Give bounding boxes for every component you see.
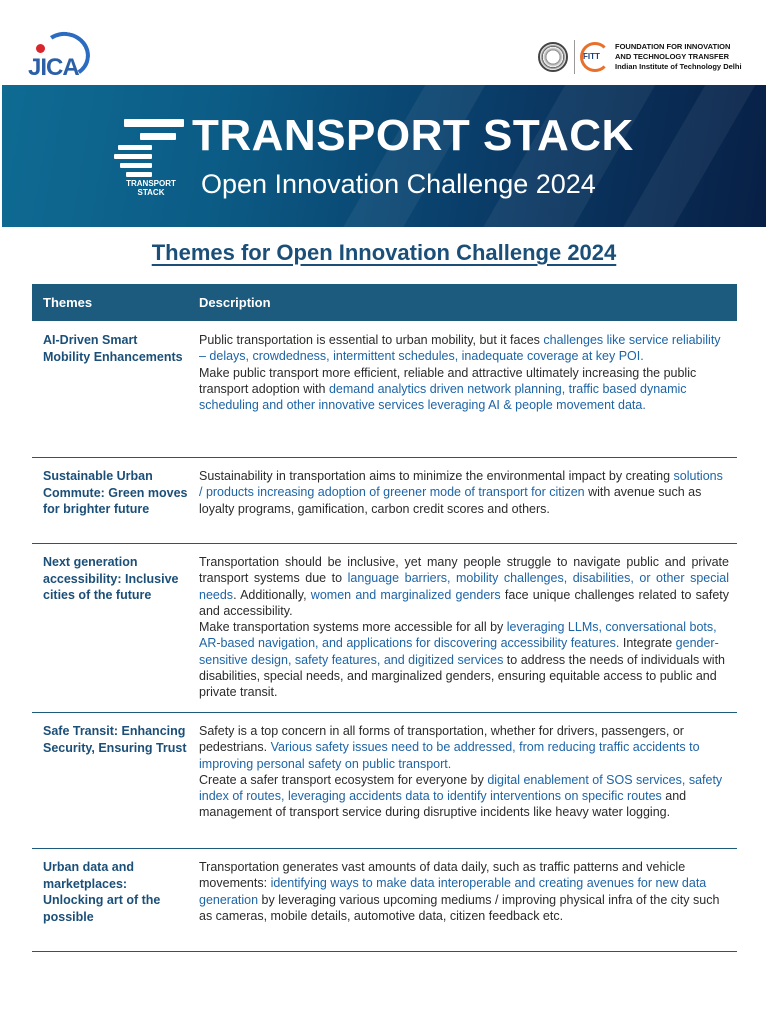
table-row xyxy=(32,713,737,849)
description-highlight: solutions / products increasing adoption of greener mode of transport for citizen xyxy=(199,469,723,500)
column-header-themes: Themes xyxy=(43,295,93,310)
theme-description xyxy=(199,723,729,821)
logo-divider xyxy=(574,40,575,74)
description-text: and management of transport service during disruptive incidents like heavy water logging. xyxy=(199,789,687,820)
banner-title: TRANSPORT STACK xyxy=(192,111,634,160)
description-highlight: Various safety issues need to be addressed, from reducing traffic accidents to improving personal safety on public transport. xyxy=(199,740,700,771)
theme-description xyxy=(199,332,729,413)
description-text: Transportation generates vast amounts of data daily, such as traffic patterns and vehicle movements: xyxy=(199,860,686,891)
description-highlight: gender-sensitive design, safety features, and digitized services xyxy=(199,636,719,667)
theme-name: AI-Driven Smart Mobility Enhancements xyxy=(43,333,183,364)
table-row xyxy=(32,458,737,544)
iit-delhi-seal-icon xyxy=(538,42,568,72)
jica-logo xyxy=(24,32,94,82)
description-text: with avenue such as loyalty programs, gamification, carbon credit scores and others. xyxy=(199,485,702,516)
description-text: Sustainability in transportation aims to minimize the environmental impact by creating xyxy=(199,469,674,483)
description-highlight: demand analytics driven network planning, traffic based dynamic scheduling and other innovative services leveraging AI & people movement data. xyxy=(199,381,687,413)
description-text: Public transportation is essential to urban mobility, but it faces xyxy=(199,333,544,347)
description-text: Make transportation systems more accessible for all by xyxy=(199,620,507,635)
description-highlight: women and marginalized genders xyxy=(310,587,501,602)
description-text: Make public transport more efficient, reliable and attractive ultimately increasing the public transport adoption with xyxy=(199,365,697,396)
description-highlight: challenges like service reliability – delays, crowdedness, intermittent schedules, inadequate coverage at key POI. xyxy=(199,333,721,364)
theme-name: Urban data and marketplaces: Unlocking art of the possible xyxy=(43,860,161,924)
theme-name: Next generation accessibility: Inclusive cities of the future xyxy=(43,555,179,602)
fitt-name-line1: FOUNDATION FOR INNOVATION xyxy=(615,42,731,51)
document-title: Themes for Open Innovation Challenge 2024 xyxy=(151,240,617,265)
table-row xyxy=(32,849,737,952)
theme-description xyxy=(199,554,729,701)
transport-stack-logo-icon xyxy=(114,119,186,181)
description-text: Create a safer transport ecosystem for everyone by xyxy=(199,772,488,787)
transport-stack-logo-label xyxy=(116,179,186,197)
description-text: face unique challenges related to safety and accessibility. xyxy=(199,587,729,618)
fitt-name xyxy=(615,42,742,72)
themes-table xyxy=(32,284,737,952)
logo-label-line1: TRANSPORT xyxy=(126,179,176,188)
table-row xyxy=(32,544,737,713)
table-row xyxy=(32,321,737,458)
description-text: Transportation should be inclusive, yet many people struggle to navigate public and private transport systems due to xyxy=(199,555,729,586)
theme-name: Safe Transit: Enhancing Security, Ensuring Trust xyxy=(43,724,187,755)
table-header xyxy=(32,284,737,321)
fitt-name-line3: Indian Institute of Technology Delhi xyxy=(615,62,742,71)
description-highlight: leveraging LLMs, conversational bots, AR-based navigation, and applications for discovering accessibility features. xyxy=(199,620,717,651)
description-text: by leveraging various upcoming mediums / improving physical infra of the city such as cameras, mobile details, automotive data, citizen feedback etc. xyxy=(199,892,720,923)
description-text: . Additionally, xyxy=(233,587,311,602)
logo-strip xyxy=(0,0,768,85)
hero-banner xyxy=(2,85,766,227)
description-text: Integrate xyxy=(619,636,676,651)
theme-description xyxy=(199,859,729,924)
theme-name: Sustainable Urban Commute: Green moves for brighter future xyxy=(43,469,188,516)
logo-label-line2: STACK xyxy=(137,188,165,197)
fitt-name-line2: AND TECHNOLOGY TRANSFER xyxy=(615,52,730,61)
fitt-iitd-logo xyxy=(538,40,748,76)
banner-subtitle: Open Innovation Challenge 2024 xyxy=(201,169,596,199)
jica-dot-icon xyxy=(36,44,45,53)
description-text: to address the needs of individuals with disabilities, special needs, and marginalized genders, ensuring equitable access to public and private transit. xyxy=(199,652,725,700)
description-text: Safety is a top concern in all forms of transportation, whether for drivers, passengers, or pedestrians. xyxy=(199,724,684,755)
theme-description xyxy=(199,468,729,517)
fitt-logo-label: FITT xyxy=(583,52,600,61)
description-highlight: identifying ways to make data interoperable and creating avenues for new data generation xyxy=(199,876,707,907)
column-header-description: Description xyxy=(199,295,271,310)
description-highlight: language barriers, mobility challenges, disabilities, or other special needs xyxy=(199,571,730,602)
jica-logo-text: JICA xyxy=(28,54,79,81)
description-highlight: digital enablement of SOS services, safety index of routes, leveraging accidents data to identify interventions on specific routes xyxy=(199,772,723,804)
